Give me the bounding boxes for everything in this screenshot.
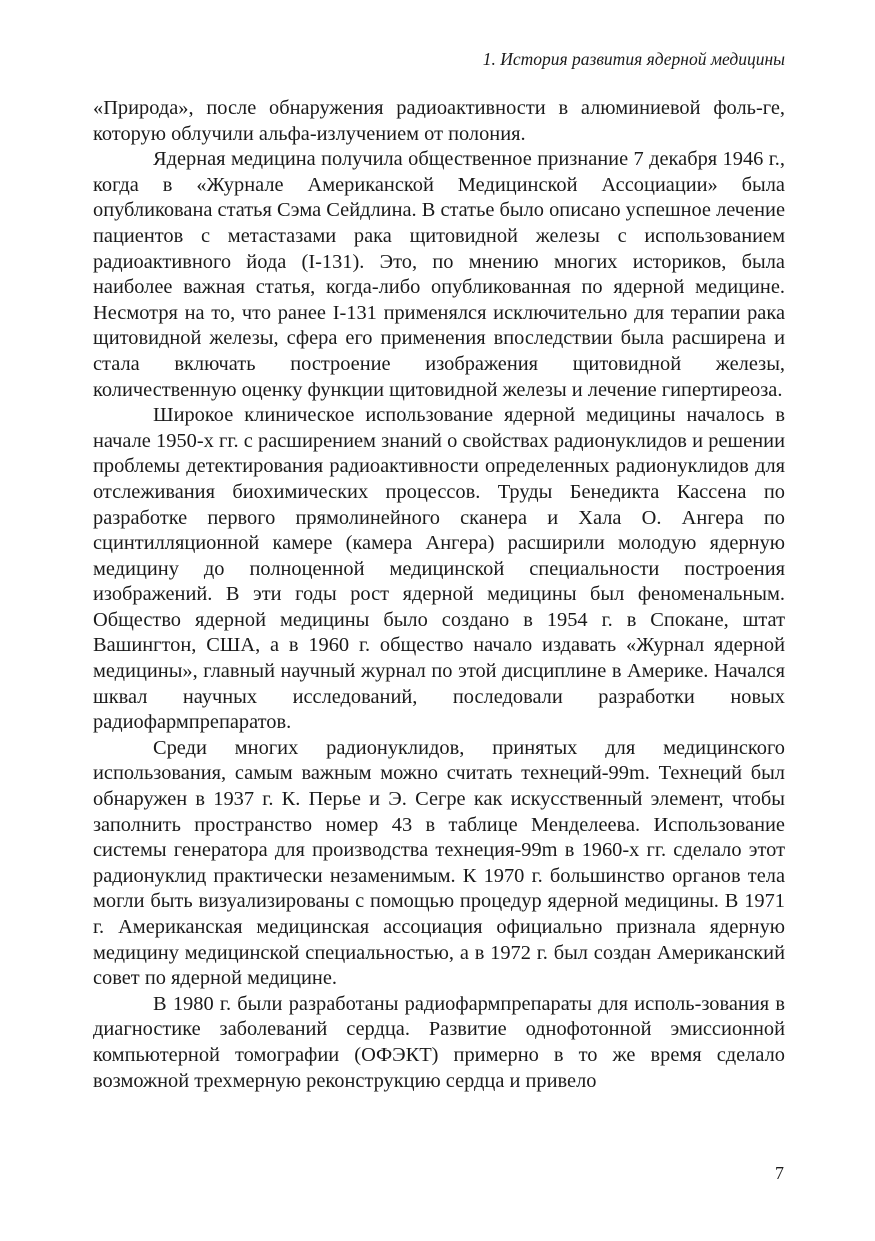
paragraph-3: Широкое клиническое использование ядерной медицины началось в начале 1950-х гг. с расширением знаний о свойствах радионуклидов и решении проблемы детектирования радиоактивности определенных радионуклидов для отслеживания биохимических процессов. Труды Бенедикта Кассена по разработке первого прямолинейного сканера и Хала О. Ангера по сцинтилляционной камере (камера Ангера) расширили молодую ядерную медицину до полноценной медицинской специальности построения изображений. В эти годы рост ядерной медицины был феноменальным. Общество ядерной медицины было создано в 1954 г. в Спокане, штат Вашингтон, США, а в 1960 г. общество начало издавать «Журнал ядерной медицины», главный научный журнал по этой дисциплине в Америке. Начался шквал научных исследований, последовали разработки новых радиофармпрепаратов. — [93, 404, 785, 734]
paragraph-4: Среди многих радионуклидов, принятых для медицинского использования, самым важным можно считать технеций-99m. Технеций был обнаружен в 1937 г. К. Перье и Э. Сегре как искусственный элемент, чтобы заполнить пространство номер 43 в таблице Менделеева. Использование системы генератора для производства технеция-99m в 1960-х гг. сделало этот радионуклид практически незаменимым. К 1970 г. большинство органов тела могли быть визуализированы с помощью процедур ядерной медицины. В 1971 г. Американская медицинская ассоциация официально признала ядерную медицину медицинской специальностью, а в 1972 г. был создан Американский совет по ядерной медицине. — [93, 736, 785, 990]
body-text — [93, 96, 785, 1094]
running-head: 1. История развития ядерной медицины — [482, 49, 785, 69]
paragraph-1: «Природа», после обнаружения радиоактивности в алюминиевой фоль-ге, которую облучили альфа-излучением от полония. — [93, 97, 785, 145]
paragraph-5: В 1980 г. были разработаны радиофармпрепараты для исполь-зования в диагностике заболеваний сердца. Развитие однофотонной эмиссионной компьютерной томографии (ОФЭКТ) примерно в то же время сделало возможной трехмерную реконструкцию сердца и привело — [93, 992, 785, 1092]
paragraph-2: Ядерная медицина получила общественное признание 7 декабря 1946 г., когда в «Журнале Американской Медицинской Ассоциации» была опубликована статья Сэма Сейдлина. В статье было описано успешное лечение пациентов с метастазами рака щитовидной железы с использованием радиоактивного йода (I-131). Это, по мнению многих историков, была наиболее важная статья, когда-либо опубликованная по ядерной медицине. Несмотря на то, что ранее I-131 применялся исключительно для терапии рака щитовидной железы, сфера его применения впоследствии была расширена и стала включать построение изображения щитовидной железы, количественную оценку функции щитовидной железы и лечение гипертиреоза. — [93, 148, 785, 401]
page-number: 7 — [775, 1163, 784, 1183]
